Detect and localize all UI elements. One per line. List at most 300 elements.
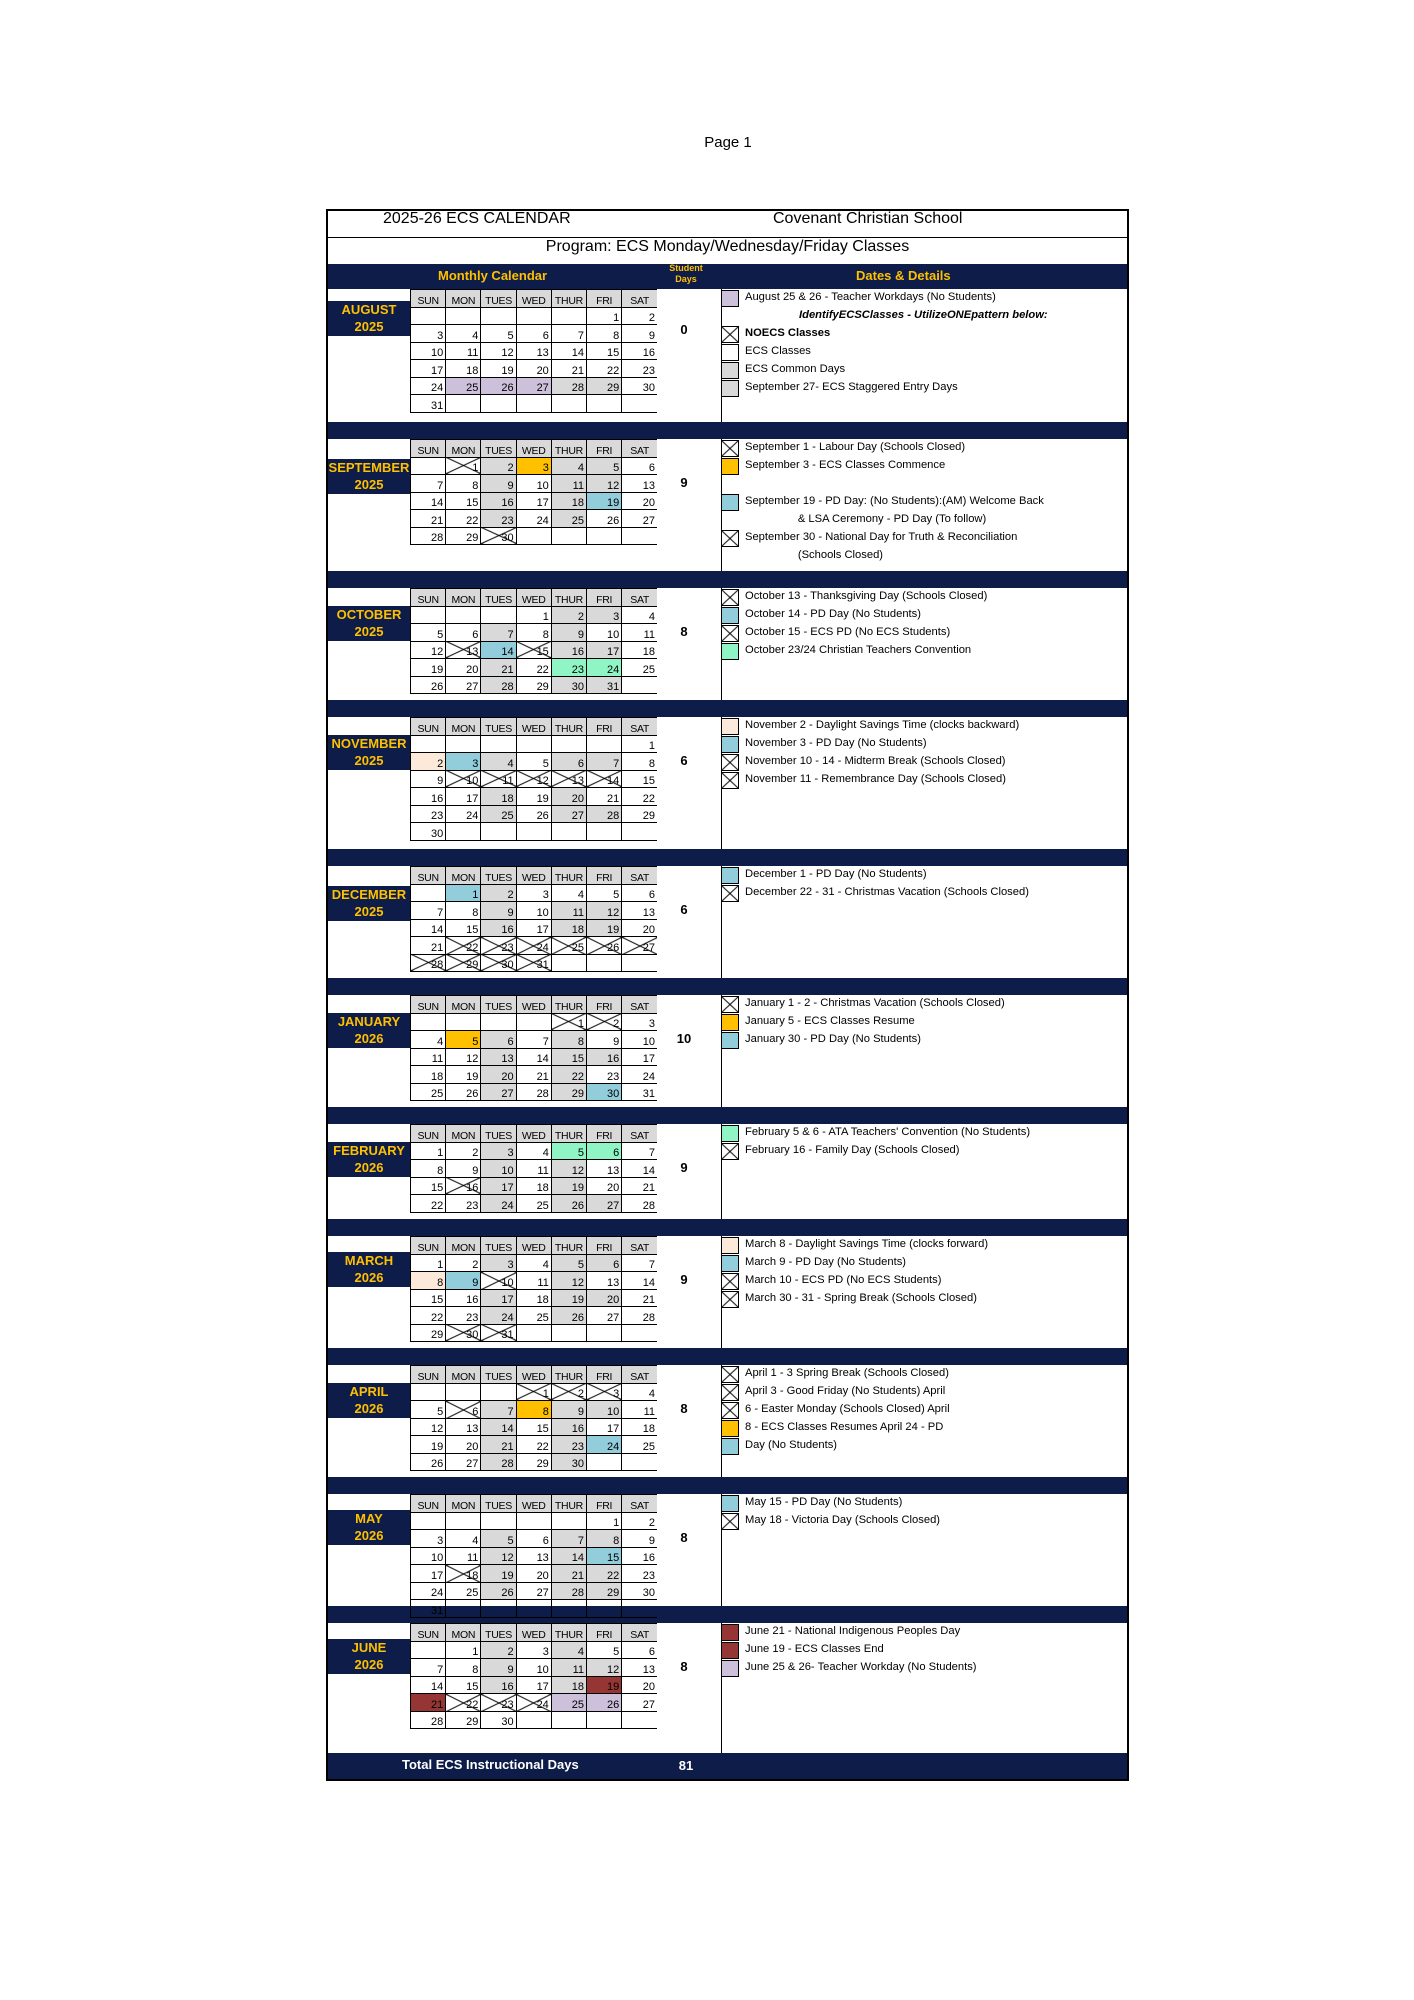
- legend-swatch: [721, 1291, 739, 1308]
- weekday-header: WED: [516, 1366, 551, 1384]
- day-cell: 19: [587, 492, 622, 510]
- detail-item: [721, 380, 1126, 398]
- month-grid: [410, 289, 657, 413]
- weekday-header: TUES: [481, 440, 516, 458]
- month-label: [328, 301, 410, 336]
- student-days-count: 9: [680, 1160, 688, 1175]
- day-cell: 11: [622, 1401, 657, 1419]
- day-cell: 16: [411, 788, 446, 806]
- month-year: 2026: [354, 1270, 384, 1285]
- weekday-header: WED: [516, 290, 551, 308]
- weekday-header: MON: [446, 996, 481, 1014]
- day-cell: 9: [622, 1530, 657, 1548]
- legend-swatch: [721, 1143, 739, 1160]
- month-year: 2026: [354, 1031, 384, 1046]
- legend-swatch: [721, 1366, 739, 1383]
- day-cell: 12: [481, 342, 516, 360]
- legend-swatch: [721, 772, 739, 789]
- day-cell: [411, 735, 446, 753]
- month-name: MARCH: [344, 1253, 394, 1268]
- day-cell: 23: [481, 1694, 516, 1712]
- day-cell: 5: [551, 1254, 586, 1272]
- day-cell: 3: [587, 1383, 622, 1401]
- day-cell: 16: [622, 1547, 657, 1565]
- day-cell: 29: [446, 527, 481, 545]
- detail-item: [721, 885, 1126, 903]
- day-cell: 19: [411, 659, 446, 677]
- day-cell: 9: [481, 475, 516, 493]
- dates-details-list: [721, 1366, 1126, 1456]
- day-cell: [551, 823, 586, 841]
- month-year: 2026: [354, 1160, 384, 1175]
- weekday-header: WED: [516, 718, 551, 736]
- day-cell: 8: [411, 1160, 446, 1178]
- day-cell: 21: [481, 659, 516, 677]
- day-cell: 21: [516, 1066, 551, 1084]
- weekday-header: SUN: [411, 1366, 446, 1384]
- day-cell: 29: [587, 377, 622, 395]
- day-cell: 10: [446, 770, 481, 788]
- day-cell: [516, 823, 551, 841]
- detail-text: November 2 - Daylight Savings Time (clocks backward): [745, 719, 1020, 731]
- month-year: 2025: [354, 319, 384, 334]
- detail-item: [721, 754, 1126, 772]
- day-cell: 1: [446, 457, 481, 475]
- weekday-header: SUN: [411, 1125, 446, 1143]
- day-cell: 4: [411, 1031, 446, 1049]
- weekday-header: SAT: [622, 1125, 657, 1143]
- day-cell: 2: [622, 307, 657, 325]
- dates-details-list: [721, 589, 1126, 661]
- day-cell: 21: [411, 937, 446, 955]
- detail-item: [721, 476, 1126, 494]
- weekday-header: MON: [446, 440, 481, 458]
- day-cell: 23: [551, 1436, 586, 1454]
- month-separator: [328, 571, 1127, 588]
- day-cell: [446, 1600, 481, 1618]
- detail-text: April 3 - Good Friday (No Students) April: [745, 1385, 946, 1397]
- day-cell: 5: [551, 1142, 586, 1160]
- day-cell: 31: [411, 1600, 446, 1618]
- day-cell: 23: [446, 1307, 481, 1325]
- legend-swatch: [721, 996, 739, 1013]
- dates-details-list: [721, 1495, 1126, 1531]
- weekday-header: SUN: [411, 996, 446, 1014]
- day-cell: 22: [446, 1694, 481, 1712]
- day-cell: 30: [411, 823, 446, 841]
- legend-swatch: [721, 1660, 739, 1677]
- detail-text: January 1 - 2 - Christmas Vacation (Schools Closed): [745, 997, 1005, 1009]
- day-cell: 2: [551, 606, 586, 624]
- month-grid: [410, 717, 657, 841]
- day-cell: 14: [587, 770, 622, 788]
- detail-text: NOECS Classes: [745, 327, 831, 339]
- day-cell: [481, 823, 516, 841]
- weekday-header: FRI: [587, 1624, 622, 1642]
- day-cell: 30: [481, 954, 516, 972]
- day-cell: 29: [411, 1324, 446, 1342]
- detail-item: [721, 625, 1126, 643]
- detail-text: ECS Common Days: [745, 363, 846, 375]
- detail-text: June 19 - ECS Classes End: [745, 1643, 884, 1655]
- calendar-title: 2025-26 ECS CALENDAR: [383, 210, 571, 227]
- day-cell: 23: [411, 805, 446, 823]
- weekday-header: SUN: [411, 290, 446, 308]
- day-cell: 8: [587, 325, 622, 343]
- day-cell: 20: [622, 1676, 657, 1694]
- day-cell: [516, 1512, 551, 1530]
- legend-swatch: [721, 718, 739, 735]
- weekday-header: SAT: [622, 996, 657, 1014]
- detail-text: January 30 - PD Day (No Students): [745, 1033, 921, 1045]
- day-cell: 1: [516, 1383, 551, 1401]
- month-year: 2025: [354, 904, 384, 919]
- day-cell: 4: [516, 1254, 551, 1272]
- month-year: 2025: [354, 477, 384, 492]
- weekday-header: TUES: [481, 1366, 516, 1384]
- month-label: [328, 1252, 410, 1287]
- day-cell: 14: [622, 1272, 657, 1290]
- legend-swatch: [721, 1032, 739, 1049]
- day-cell: 18: [551, 492, 586, 510]
- day-cell: 29: [587, 1582, 622, 1600]
- legend-swatch: [721, 1642, 739, 1659]
- day-cell: 26: [587, 1694, 622, 1712]
- day-cell: 19: [551, 1177, 586, 1195]
- weekday-header: WED: [516, 1237, 551, 1255]
- day-cell: 20: [446, 659, 481, 677]
- weekday-header: TUES: [481, 1125, 516, 1143]
- day-cell: 22: [551, 1066, 586, 1084]
- day-cell: 17: [481, 1289, 516, 1307]
- day-cell: 13: [516, 1547, 551, 1565]
- weekday-header: THUR: [551, 1366, 586, 1384]
- day-cell: 27: [516, 377, 551, 395]
- day-cell: 6: [446, 624, 481, 642]
- day-cell: 7: [622, 1254, 657, 1272]
- day-cell: 15: [446, 919, 481, 937]
- day-cell: [446, 823, 481, 841]
- weekday-header: FRI: [587, 718, 622, 736]
- day-cell: 19: [587, 919, 622, 937]
- day-cell: 5: [446, 1031, 481, 1049]
- legend-swatch: [721, 1014, 739, 1031]
- day-cell: 19: [481, 360, 516, 378]
- detail-text: November 11 - Remembrance Day (Schools Closed): [745, 773, 1006, 785]
- day-cell: 5: [481, 325, 516, 343]
- day-cell: 1: [587, 307, 622, 325]
- day-cell: 4: [551, 1641, 586, 1659]
- day-cell: 28: [481, 676, 516, 694]
- detail-item: [721, 458, 1126, 476]
- day-cell: 12: [551, 1272, 586, 1290]
- legend-swatch: [721, 589, 739, 606]
- day-cell: 28: [411, 954, 446, 972]
- weekday-header: SUN: [411, 718, 446, 736]
- detail-item: [721, 1255, 1126, 1273]
- detail-item: [721, 1495, 1126, 1513]
- day-cell: 20: [516, 1565, 551, 1583]
- month-grid: [410, 866, 657, 972]
- day-cell: 20: [622, 919, 657, 937]
- day-cell: [516, 395, 551, 413]
- day-cell: 16: [481, 1676, 516, 1694]
- detail-item: [721, 362, 1126, 380]
- month-block-november: [328, 717, 1127, 849]
- day-cell: 3: [516, 884, 551, 902]
- student-days-count: 8: [680, 1401, 688, 1416]
- weekday-header: MON: [446, 1495, 481, 1513]
- day-cell: 3: [587, 606, 622, 624]
- detail-item: [721, 1624, 1126, 1642]
- day-cell: 15: [587, 342, 622, 360]
- month-separator: [328, 849, 1127, 866]
- detail-text: September 27- ECS Staggered Entry Days: [745, 381, 958, 393]
- day-cell: 21: [481, 1436, 516, 1454]
- day-cell: [516, 1600, 551, 1618]
- day-cell: 3: [481, 1142, 516, 1160]
- day-cell: 14: [411, 492, 446, 510]
- month-label: [328, 1510, 410, 1545]
- day-cell: 9: [481, 902, 516, 920]
- legend-swatch: [721, 290, 739, 307]
- day-cell: 1: [516, 606, 551, 624]
- day-cell: 21: [622, 1289, 657, 1307]
- month-grid: [410, 1236, 657, 1342]
- detail-item: [721, 736, 1126, 754]
- day-cell: 26: [516, 805, 551, 823]
- day-cell: 23: [622, 1565, 657, 1583]
- month-label: [328, 1013, 410, 1048]
- day-cell: 8: [446, 1659, 481, 1677]
- total-row: [328, 1753, 1127, 1779]
- day-cell: 10: [587, 624, 622, 642]
- day-cell: [516, 735, 551, 753]
- detail-item: [721, 772, 1126, 790]
- weekday-header: SUN: [411, 440, 446, 458]
- day-cell: 11: [622, 624, 657, 642]
- day-cell: 2: [551, 1383, 586, 1401]
- detail-item: [721, 1032, 1126, 1050]
- day-cell: 24: [481, 1195, 516, 1213]
- day-cell: [587, 1453, 622, 1471]
- day-cell: 12: [551, 1160, 586, 1178]
- legend-swatch: [721, 380, 739, 397]
- day-cell: 14: [516, 1048, 551, 1066]
- detail-text: January 5 - ECS Classes Resume: [745, 1015, 915, 1027]
- month-year: 2026: [354, 1528, 384, 1543]
- day-cell: 10: [516, 475, 551, 493]
- month-grid: [410, 439, 657, 545]
- day-cell: 20: [446, 1436, 481, 1454]
- detail-text: June 25 & 26- Teacher Workday (No Students): [745, 1661, 977, 1673]
- month-block-january: [328, 995, 1127, 1107]
- day-cell: 18: [622, 641, 657, 659]
- day-cell: 1: [622, 735, 657, 753]
- day-cell: [622, 823, 657, 841]
- day-cell: 13: [587, 1272, 622, 1290]
- day-cell: 4: [481, 753, 516, 771]
- day-cell: [446, 307, 481, 325]
- detail-text: May 15 - PD Day (No Students): [745, 1496, 903, 1508]
- day-cell: 3: [516, 457, 551, 475]
- day-cell: 26: [551, 1195, 586, 1213]
- day-cell: 6: [622, 1641, 657, 1659]
- day-cell: 6: [587, 1142, 622, 1160]
- day-cell: 27: [481, 1083, 516, 1101]
- day-cell: 17: [587, 1418, 622, 1436]
- detail-text: ECS Classes: [745, 345, 811, 357]
- day-cell: [551, 1324, 586, 1342]
- month-label: [328, 606, 410, 641]
- student-days-count: 8: [680, 1530, 688, 1545]
- legend-swatch: [721, 607, 739, 624]
- day-cell: 13: [587, 1160, 622, 1178]
- detail-item: [721, 1642, 1126, 1660]
- day-cell: 8: [516, 1401, 551, 1419]
- detail-text: 8 - ECS Classes Resumes April 24 - PD: [745, 1421, 944, 1433]
- day-cell: 8: [446, 475, 481, 493]
- legend-swatch: [721, 1273, 739, 1290]
- day-cell: 3: [411, 1530, 446, 1548]
- day-cell: 12: [587, 475, 622, 493]
- detail-item: [721, 589, 1126, 607]
- day-cell: 7: [516, 1031, 551, 1049]
- month-grid: [410, 995, 657, 1101]
- student-days-count: 10: [676, 1031, 692, 1046]
- day-cell: 18: [446, 1565, 481, 1583]
- legend-swatch: [721, 1495, 739, 1512]
- day-cell: 30: [622, 377, 657, 395]
- day-cell: 26: [481, 377, 516, 395]
- detail-text: September 1 - Labour Day (Schools Closed): [745, 441, 966, 453]
- day-cell: 2: [587, 1013, 622, 1031]
- weekday-header: THUR: [551, 1624, 586, 1642]
- day-cell: 30: [587, 1083, 622, 1101]
- day-cell: 6: [516, 325, 551, 343]
- day-cell: 21: [622, 1177, 657, 1195]
- day-cell: 10: [411, 1547, 446, 1565]
- detail-text: IdentifyECSClasses - UtilizeONEpattern below:: [799, 309, 1048, 321]
- weekday-header: WED: [516, 1125, 551, 1143]
- detail-text: (Schools Closed): [745, 549, 884, 561]
- day-cell: 26: [551, 1307, 586, 1325]
- detail-item: [721, 326, 1126, 344]
- weekday-header: MON: [446, 290, 481, 308]
- day-cell: 4: [446, 1530, 481, 1548]
- day-cell: 8: [551, 1031, 586, 1049]
- weekday-header: THUR: [551, 1125, 586, 1143]
- month-separator: [328, 422, 1127, 439]
- dates-details-list: [721, 718, 1126, 790]
- day-cell: 1: [587, 1512, 622, 1530]
- day-cell: 25: [516, 1307, 551, 1325]
- day-cell: [551, 954, 586, 972]
- weekday-header: TUES: [481, 996, 516, 1014]
- detail-text: October 15 - ECS PD (No ECS Students): [745, 626, 951, 638]
- day-cell: 26: [411, 676, 446, 694]
- weekday-header: SUN: [411, 867, 446, 885]
- day-cell: 16: [481, 919, 516, 937]
- day-cell: 20: [481, 1066, 516, 1084]
- day-cell: 10: [516, 902, 551, 920]
- legend-swatch: [721, 1384, 739, 1401]
- weekday-header: THUR: [551, 718, 586, 736]
- day-cell: 20: [551, 788, 586, 806]
- detail-text: November 10 - 14 - Midterm Break (Schools Closed): [745, 755, 1006, 767]
- day-cell: [516, 527, 551, 545]
- day-cell: 18: [622, 1418, 657, 1436]
- weekday-header: MON: [446, 1624, 481, 1642]
- day-cell: 19: [587, 1676, 622, 1694]
- weekday-header: SAT: [622, 589, 657, 607]
- legend-swatch: [721, 1255, 739, 1272]
- day-cell: 5: [587, 457, 622, 475]
- weekday-header: TUES: [481, 1237, 516, 1255]
- detail-text: March 8 - Daylight Savings Time (clocks forward): [745, 1238, 989, 1250]
- day-cell: [411, 1013, 446, 1031]
- weekday-header: FRI: [587, 996, 622, 1014]
- day-cell: 13: [551, 770, 586, 788]
- day-cell: 17: [587, 641, 622, 659]
- day-cell: 18: [411, 1066, 446, 1084]
- weekday-header: SAT: [622, 1366, 657, 1384]
- day-cell: [551, 307, 586, 325]
- month-name: SEPTEMBER: [328, 460, 410, 475]
- detail-item: [721, 290, 1126, 308]
- day-cell: 9: [411, 770, 446, 788]
- calendar-frame: [326, 209, 1129, 1781]
- dates-details-list: [721, 1237, 1126, 1309]
- detail-item: [721, 1420, 1126, 1438]
- day-cell: 30: [551, 1453, 586, 1471]
- legend-swatch: [721, 1402, 739, 1419]
- day-cell: 20: [587, 1177, 622, 1195]
- day-cell: 20: [516, 360, 551, 378]
- day-cell: [481, 395, 516, 413]
- day-cell: 27: [446, 1453, 481, 1471]
- day-cell: 27: [587, 1307, 622, 1325]
- day-cell: 25: [551, 937, 586, 955]
- day-cell: [622, 1324, 657, 1342]
- detail-item: [721, 308, 1126, 326]
- day-cell: 11: [551, 1659, 586, 1677]
- day-cell: 2: [622, 1512, 657, 1530]
- legend-swatch: [721, 643, 739, 660]
- day-cell: 4: [551, 457, 586, 475]
- day-cell: 15: [516, 641, 551, 659]
- day-cell: 29: [446, 954, 481, 972]
- month-block-june: [328, 1623, 1127, 1753]
- detail-text: & LSA Ceremony - PD Day (To follow): [745, 513, 987, 525]
- day-cell: 25: [446, 1582, 481, 1600]
- day-cell: 6: [622, 457, 657, 475]
- page-label: Page 1: [704, 134, 752, 151]
- day-cell: 6: [516, 1530, 551, 1548]
- legend-swatch: [721, 1237, 739, 1254]
- weekday-header: TUES: [481, 290, 516, 308]
- day-cell: 25: [411, 1083, 446, 1101]
- day-cell: 19: [446, 1066, 481, 1084]
- day-cell: [551, 1512, 586, 1530]
- day-cell: 5: [516, 753, 551, 771]
- day-cell: [481, 735, 516, 753]
- weekday-header: THUR: [551, 589, 586, 607]
- detail-item: [721, 1273, 1126, 1291]
- weekday-header: WED: [516, 1624, 551, 1642]
- day-cell: [411, 1512, 446, 1530]
- weekday-header: SAT: [622, 1237, 657, 1255]
